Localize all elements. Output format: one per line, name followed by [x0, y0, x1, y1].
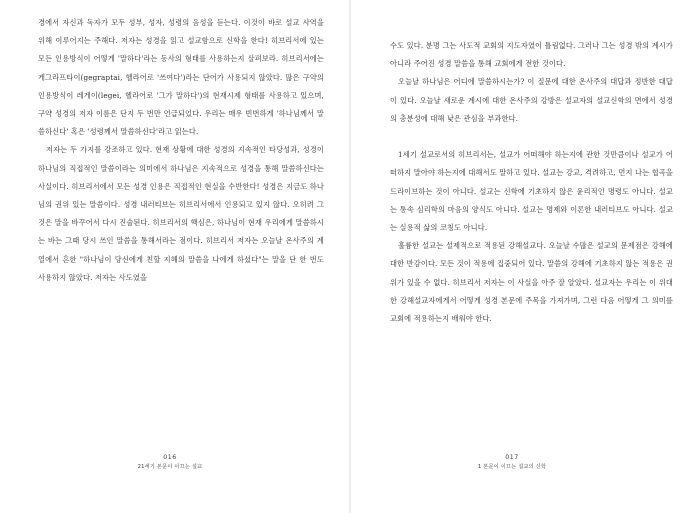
page-number: 016	[163, 454, 177, 461]
right-page-body	[390, 37, 673, 328]
running-head: 21세기 본문이 이끄는 설교	[137, 464, 203, 470]
paragraph: 경에서 자신과 독자가 모두 성부, 성자, 성령의 음성을 듣는다. 이것이 바로 설교 사역을 위해 이루어지는 주해다. 저자는 성경을 읽고 설교함으로 신학을 한다! 히브리서에 있는 모든 인용방식이 어떻게 '말하다'라는 동사의 형태를 사용하는지 살펴보라. 히브리서에는 게그라프타이(gegraptai, 헬라어로 '쓰여다')라는 단어가 사용되지 않았다. 많은 구약의 인용방식이 레게이(legei, 헬라어로 '그가 말하다')의 현재시제 형태를 사용하고 있으며, 구약 성경의 저자 이름은 단지 두 번만 언급되었다. 우리는 매우 빈번하게 '하나님께서 말씀하신다' 혹은 '성령께서 말씀하신다'라고 읽는다.	[38, 18, 324, 137]
paragraph: 저자는 두 가지를 강조하고 있다. 현재 상황에 대한 성경의 지속적인 타당성과, 성경이 하나님의 직접적인 말씀이라는 의미에서 하나님은 지속적으로 성경을 통해 말씀하신다는 사실이다. 히브리서에서 모든 성경 인용은 직접적인 현실을 수반한다! 성경은 지금도 하나님의 권위 있는 말씀이다. 성경 내러티브는 히브리서에서 인용되고 있지 않다. 오히려 그것은 말을 바꾸어서 다시 진술된다. 히브리서의 핵심은, 하나님이 현재 우리에게 말씀하시는 바는 그때 당시 쓰인 말씀을 통해서라는 점이다. 히브리서 저자는 오늘날 온사주의 계열에서 흔한 "하나님이 당신에게 친할 지혜의 말씀을 나에게 하셨다"는 말을 단 한 번도 사용하지 않았다. 저자는 사도였을	[38, 145, 324, 282]
page-number: 017	[505, 454, 519, 461]
left-page-footer	[70, 453, 270, 472]
right-page-footer	[412, 453, 612, 472]
paragraph: 1세기 설교로서의 히브리서는, 설교가 어떠해야 하는지에 관한 것만큼이나 설교가 어떠하지 말아야 하는지에 대해서도 말하고 있다. 설교는 강교, 격려하고, 먼지 나는 협곡을 드라이브하는 것이 아니다. 설교는 신학에 기초하지 않은 윤리적인 명령도 아니다. 설교는 통속 심리학의 마음의 양식도 아니다. 설교는 명제와 이론한 내러티브도 아니다. 설교는 실용적 삶의 코칭도 아니다.	[390, 150, 673, 233]
paragraph: 훌륭한 설교는 설제적으로 적용된 강해설교다. 오늘날 수많은 설교의 문제점은 강해에 대한 반감이다. 모든 것이 적용에 집중되어 있다. 말씀의 강해에 기초하지 않는 적용은 권위가 있을 수 없다. 히브리서 저자는 이 사실을 아주 잘 알았다. 설교자는 우리는 이 위대한 강해설교자에게서 어떻게 성경 본문에 주목을 가져가며, 그런 다음 어떻게 그 의미를 교회에 적용하는지 배워야 한다.	[390, 241, 673, 324]
paragraph: 오늘날 하나님은 어디에 말씀하시는가? 이 질문에 대한 온사주의 대답과 정반한 대답이 있다. 오늘날 새로운 계시에 대한 온사주의 강방은 설교자의 설교신학의 면에서 성경의 충분성에 대해 낮은 관심을 부과한다.	[390, 77, 673, 123]
running-head: 1 본문이 이끄는 설교의 신학	[477, 464, 547, 470]
left-page-body	[38, 14, 324, 287]
paragraph: 수도 있다. 분명 그는 사도적 교회의 지도자였이 틀림없다. 그러나 그는 성경 밖의 계시가 아니라 주어진 성경 말씀을 통해 교회에게 전한 것이다.	[390, 41, 673, 69]
right-page	[350, 0, 700, 513]
